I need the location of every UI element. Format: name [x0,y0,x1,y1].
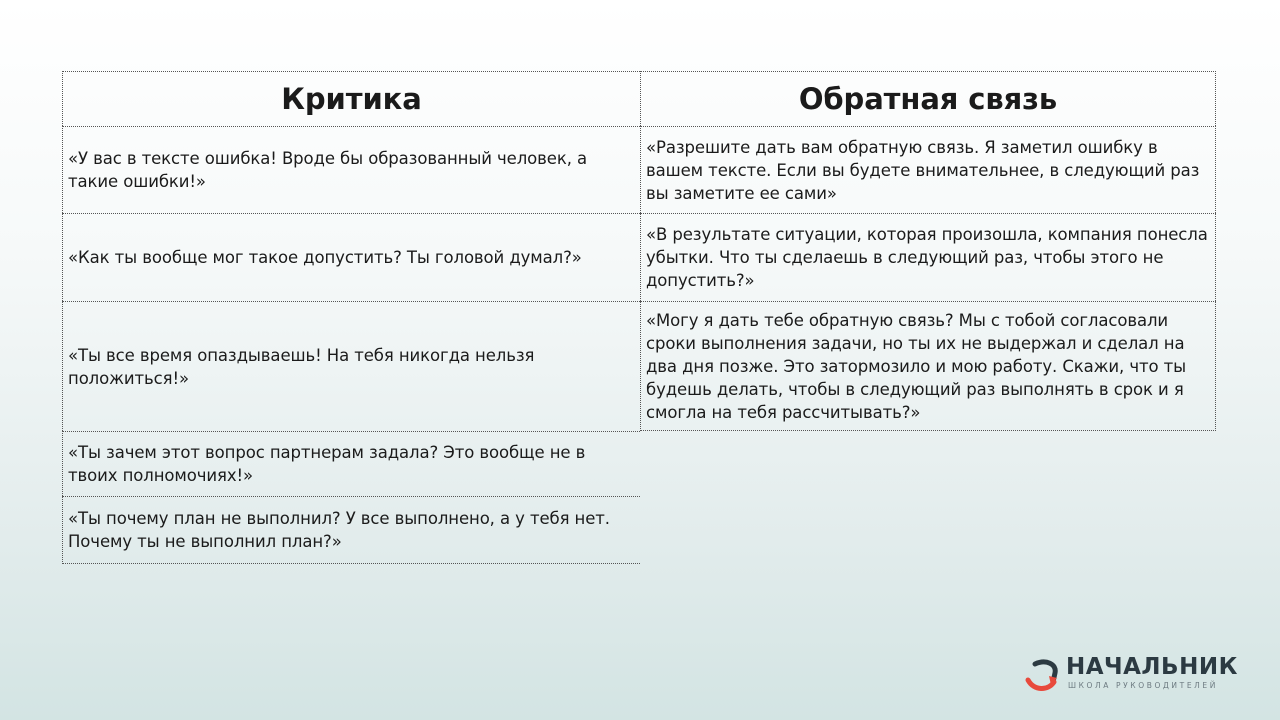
column-header-feedback: Обратная связь [640,71,1216,126]
criticism-cell: «Ты почему план не выполнил? У все выполнено, а у тебя нет. Почему ты не выполнил план?» [62,496,640,564]
criticism-cell: «Ты все время опаздываешь! На тебя никогда нельзя положиться!» [62,301,640,431]
brand-mark-icon [1024,658,1062,692]
feedback-cell: «Могу я дать тебе обратную связь? Мы с тобой согласовали сроки выполнения задачи, но ты их не выдержал и сделал на два дня позже. Это затормозило и мою работу. Скажи, что ты будешь делать, чтобы в следующий раз выполнять в срок и я смогла на тебя рассчитывать?» [640,301,1216,431]
comparison-table [62,71,1216,564]
criticism-cell: «Как ты вообще мог такое допустить? Ты головой думал?» [62,213,640,301]
table-row [62,496,1216,564]
column-header-criticism: Критика [62,71,640,126]
brand-logo [1024,654,1238,694]
table-row [62,126,1216,213]
table-row [62,213,1216,301]
criticism-cell: «У вас в тексте ошибка! Вроде бы образованный человек, а такие ошибки!» [62,126,640,213]
feedback-cell: «В результате ситуации, которая произошла, компания понесла убытки. Что ты сделаешь в следующий раз, чтобы этого не допустить?» [640,213,1216,301]
feedback-cell-empty [640,496,1216,564]
brand-name: НАЧАЛЬНИК [1066,654,1238,680]
table-row [62,301,1216,431]
table-header-row [62,71,1216,126]
brand-mark-red-stroke [1028,680,1054,689]
feedback-cell: «Разрешите дать вам обратную связь. Я заметил ошибку в вашем тексте. Если вы будете внимательнее, в следующий раз вы заметите ее сами» [640,126,1216,213]
feedback-cell-empty [640,431,1216,496]
brand-tagline: ШКОЛА РУКОВОДИТЕЛЕЙ [1068,681,1218,690]
table-row [62,431,1216,496]
criticism-cell: «Ты зачем этот вопрос партнерам задала? Это вообще не в твоих полномочиях!» [62,431,640,496]
